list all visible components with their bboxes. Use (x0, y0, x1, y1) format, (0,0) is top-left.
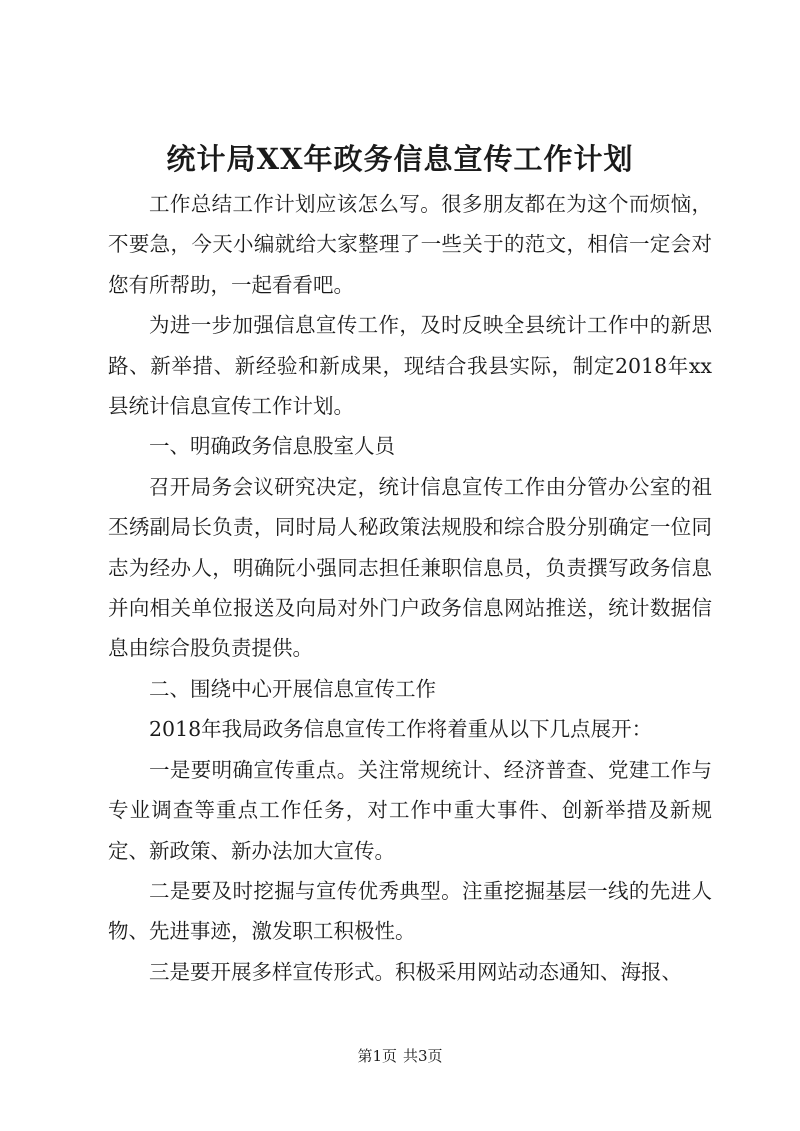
paragraph-intro: 工作总结工作计划应该怎么写。很多朋友都在为这个而烦恼，不要急，今天小编就给大家整理了一些关于的范文，相信一定会对您有所帮助，一起看看吧。 (108, 192, 712, 297)
paragraph-point-3: 三是要开展多样宣传形式。积极采用网站动态通知、海报、 (149, 959, 682, 984)
paragraph-staffing: 召开局务会议研究决定，统计信息宣传工作由分管办公室的祖丕绣副局长负责，同时局人秘政策法规股和综合股分别确定一位同志为经办人，明确阮小强同志担任兼职信息员，负责撰写政务信息并向相关单位报送及向局对外门户政务信息网站推送，统计数据信息由综合股负责提供。 (108, 474, 712, 661)
paragraph-point-2: 二是要及时挖掘与宣传优秀典型。注重挖掘基层一线的先进人物、先进事迹，激发职工积极性。 (108, 878, 712, 944)
document-title: 统计局XX年政务信息宣传工作计划 (166, 142, 634, 176)
section-heading-1: 一、明确政务信息股室人员 (149, 434, 395, 459)
page-number: 第1页 (357, 1047, 397, 1065)
section-heading-2: 二、围绕中心开展信息宣传工作 (149, 676, 436, 701)
page-total: 共3页 (403, 1047, 443, 1065)
page-footer (0, 1046, 800, 1066)
paragraph-focus-intro: 2018年我局政务信息宣传工作将着重从以下几点展开： (149, 717, 653, 742)
paragraph-purpose: 为进一步加强信息宣传工作，及时反映全县统计工作中的新思路、新举措、新经验和新成果，现结合我县实际，制定2018年xx县统计信息宣传工作计划。 (108, 313, 712, 419)
document-body (108, 184, 712, 992)
paragraph-point-1: 一是要明确宣传重点。关注常规统计、经济普查、党建工作与专业调查等重点工作任务，对工作中重大事件、创新举措及新规定、新政策、新办法加大宣传。 (108, 757, 712, 863)
